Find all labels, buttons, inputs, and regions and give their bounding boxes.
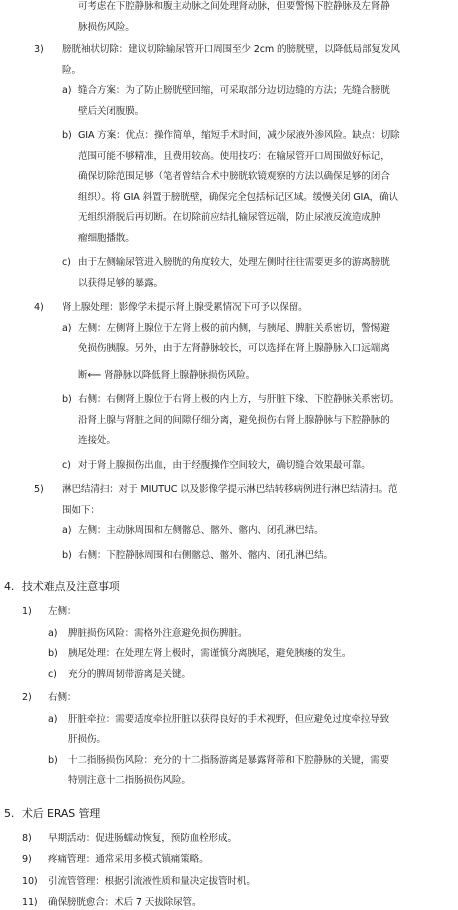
- group-sub-text-line: 胰尾处理：在处理左肾上极时，需谨慎分离胰尾，避免胰瘘的发生。: [68, 648, 352, 659]
- group-sub-text-line: 脾脏损伤风险：需格外注意避免损伤脾脏。: [68, 627, 248, 639]
- item3-sub-text-line: 壁后关闭腹膜。: [78, 105, 145, 117]
- item3-sub-text-line: 组织）。将 GIA 斜置于膀胱壁，确保完全包括标记区域。缓慢关闭 GIA，确认: [78, 191, 398, 203]
- item4-sub-text-line: 沿肾上腺与肾脏之间的间隙仔细分离，避免损伤右肾上腺静脉与下腔静脉的: [78, 414, 390, 426]
- group-number: 2): [22, 692, 32, 703]
- group-sub-text-line: 特别注意十二指肠损伤风险。: [68, 775, 191, 786]
- item3-sub-text-line: 以获得足够的暴露。: [78, 277, 163, 289]
- item3-number: 3): [34, 44, 44, 55]
- group-label: 右侧：: [48, 692, 77, 703]
- group-sub-marker: b): [48, 754, 58, 766]
- list-item-text: 疼痛管理：通常采用多模式镇痛策略。: [48, 854, 209, 865]
- list-number: 9): [22, 854, 32, 865]
- list-number: 11): [22, 897, 38, 908]
- item4-sub-marker: a): [62, 322, 72, 334]
- group-sub-marker: c): [48, 668, 57, 680]
- item4-sub-text-line: 免损伤胰腺。另外，由于左肾静脉较长，可以选择在肾上腺静脉入口远端离: [78, 343, 390, 354]
- list-item-text: 早期活动：促进肠蠕动恢复，预防血栓形成。: [48, 832, 237, 844]
- item5-sub-marker: b): [62, 549, 72, 561]
- item5-number: 5): [34, 484, 44, 495]
- item4-sub-marker: c): [62, 459, 71, 471]
- group-number: 1): [22, 606, 32, 617]
- item4-sub-marker: b): [62, 394, 72, 405]
- item4-sub-text-line: 左侧：左侧肾上腺位于左肾上极的前内侧，与胰尾、脾脏关系密切，警惕避: [78, 322, 390, 334]
- item5-sub-marker: a): [62, 525, 72, 536]
- body-text-line: 脉损伤风险。: [78, 21, 135, 33]
- group-sub-text-line: 肝脏牵拉：需要适度牵拉肝脏以获得良好的手术视野，但应避免过度牵拉导致: [68, 713, 390, 725]
- item5-text-line: 围如下：: [62, 504, 100, 516]
- item3-sub-text-line: 瘤细胞播散。: [78, 232, 135, 244]
- group-sub-text-line: 十二指肠损伤风险：充分的十二指肠游离是暴露肾蒂和下腔静脉的关键，需要: [68, 754, 390, 766]
- item3-sub-text-line: 范围可能不够精准，且费用较高。使用技巧：在输尿管开口周围做好标记，: [78, 150, 390, 162]
- section-number: 4.: [4, 580, 15, 593]
- item5-sub-text-line: 左侧：主动脉周围和左侧髂总、髂外、髂内、闭孔淋巴结。: [78, 525, 324, 536]
- item3-sub-text-line: 由于左侧输尿管进入膀胱的角度较大，处理左侧时往往需要更多的游离膀胱: [78, 257, 390, 268]
- item3-sub-marker: a): [62, 85, 72, 96]
- group-label: 左侧：: [48, 606, 77, 617]
- section-number: 5.: [4, 806, 15, 820]
- list-number: 10): [22, 875, 38, 887]
- group-sub-text-line: 充分的脾周韧带游离是关键。: [68, 668, 191, 680]
- item3-sub-text-line: 无组织滑脱后再切断。在切除前应结扎输尿管远端，防止尿液反流造成肿: [78, 212, 381, 223]
- item3-sub-marker: b): [62, 130, 72, 141]
- item4-sub-text-line: 连接处。: [78, 435, 116, 446]
- item4-number: 4): [34, 302, 44, 313]
- item3-text-line: 险。: [62, 64, 81, 76]
- item3-sub-text-line: GIA 方案：优点：操作简单，缩短手术时间，减少尿液外渗风险。缺点：切除: [78, 130, 400, 141]
- item4-sub-text-line: 断⟵ 肾静脉以降低肾上腺静脉损伤风险。: [78, 369, 256, 381]
- item3-sub-marker: c): [62, 257, 71, 268]
- item3-text-line: 膀胱袖状切除：建议切除输尿管开口周围至少 2cm 的膀胱壁，以降低局部复发风: [62, 44, 400, 55]
- section-heading: 术后 ERAS 管理: [22, 806, 101, 820]
- item4-sub-text-line: 右侧：右侧肾上腺位于右肾上极的内上方，与肝脏下缘、下腔静脉关系密切。: [78, 394, 400, 405]
- item4-text-line: 肾上腺处理：影像学未提示肾上腺受累情况下可予以保留。: [62, 302, 308, 313]
- section-heading: 技术难点及注意事项: [22, 580, 120, 593]
- group-sub-text-line: 肝损伤。: [68, 734, 106, 745]
- list-number: 8): [22, 832, 32, 844]
- list-item-text: 引流管管理：根据引流液性质和量决定拔管时机。: [48, 875, 256, 887]
- item5-sub-text-line: 右侧：下腔静脉周围和右侧髂总、髂外、髂内、闭孔淋巴结。: [78, 549, 333, 561]
- group-sub-marker: a): [48, 713, 58, 725]
- item5-text-line: 淋巴结清扫：对于 MIUTUC 以及影像学提示淋巴结转移病例进行淋巴结清扫。范: [62, 484, 398, 495]
- list-item-text: 确保膀胱愈合：术后 7 天拔除尿管。: [48, 897, 202, 908]
- item3-sub-text-line: 确保切除范围足够（笔者曾结合术中膀胱软镜观察的方法以确保足够的闭合: [78, 171, 390, 182]
- group-sub-marker: b): [48, 648, 58, 659]
- item4-sub-text-line: 对于肾上腺损伤出血，由于经腹操作空间较大，确切缝合效果最可靠。: [78, 459, 371, 471]
- group-sub-marker: a): [48, 627, 58, 639]
- item3-sub-text-line: 缝合方案：为了防止膀胱壁回缩，可采取部分边切边缝的方法；先缝合膀胱: [78, 85, 390, 96]
- body-text-line: 可考虑在下腔静脉和腹主动脉之间处理肾动脉，但要警惕下腔静脉及左肾静: [78, 1, 390, 12]
